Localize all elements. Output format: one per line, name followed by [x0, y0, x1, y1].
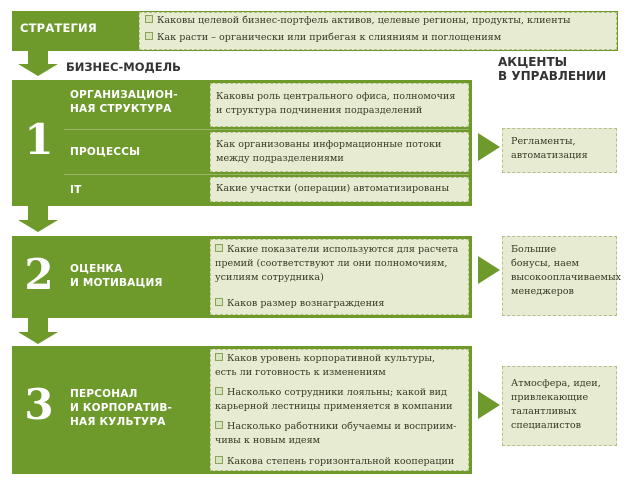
- block1-sep1: [64, 129, 469, 130]
- block1-row3-title: IT: [70, 184, 82, 196]
- arrow-right-block2: [478, 256, 500, 284]
- arrow-down-block1: [18, 220, 58, 232]
- block2-number: 2: [24, 250, 54, 299]
- arrow-right-block1: [478, 133, 500, 161]
- block3-title: ПЕРСОНАЛ И КОРПОРАТИВ- НАЯ КУЛЬТУРА: [70, 388, 173, 428]
- arrow-shaft-block1: [28, 206, 48, 220]
- block2-bullet-2: Каков размер вознаграждения: [215, 297, 384, 311]
- block2-accent: Большие бонусы, наем высокооплачиваемых менеджеров: [502, 236, 617, 316]
- arrow-down-strategy: [18, 64, 58, 76]
- strategy-bullet-1: Каковы целевой бизнес-портфель активов, целевые регионы, продукты, клиенты: [145, 14, 571, 28]
- block1-accent: Регламенты, автоматизация: [502, 128, 617, 173]
- block2-title: ОЦЕНКА И МОТИВАЦИЯ: [70, 263, 163, 289]
- block1-row2-title: ПРОЦЕССЫ: [70, 146, 141, 158]
- block3-bullet-2: Насколько сотрудники лояльны; какой вид карьерной лестницы применяется в компании: [215, 387, 453, 412]
- block3-bullet-3: Насколько работники обучаемы и восприим- чивы к новым идеям: [215, 421, 457, 446]
- business-model-label: БИЗНЕС-МОДЕЛЬ: [66, 60, 181, 74]
- block1-row3-text: Какие участки (операции) автоматизированы: [216, 183, 450, 194]
- block1-row1-title: ОРГАНИЗАЦИОН- НАЯ СТРУКТУРА: [70, 89, 178, 115]
- accents-label: АКЦЕНТЫ В УПРАВЛЕНИИ: [498, 55, 607, 83]
- block2-bullet-1: Какие показатели используются для расчета премий (соответствуют ли они полномочиям, усилиям сотрудника): [215, 244, 459, 283]
- strategy-bullet-2: Как расти – органически или прибегая к слияниям и поглощениям: [145, 31, 501, 45]
- block3-bullet-4: Какова степень горизонтальной кооперации: [215, 455, 454, 469]
- block1-sep2: [64, 174, 469, 175]
- strategy-label: СТРАТЕГИЯ: [20, 21, 97, 35]
- arrow-shaft-block2: [28, 318, 48, 332]
- block3-bullet-1: Каков уровень корпоративной культуры, есть ли готовность к изменениям: [215, 353, 436, 378]
- arrow-down-block2: [18, 332, 58, 344]
- block1-row1-text: Каковы роль центрального офиса, полномочия и структура подчинения подразделений: [216, 91, 456, 116]
- block3-number: 3: [24, 380, 54, 429]
- block1-number: 1: [24, 115, 54, 164]
- arrow-right-block3: [478, 391, 500, 419]
- block1-row2-text: Как организованы информационные потоки между подразделениями: [216, 139, 442, 164]
- arrow-shaft-strategy: [28, 51, 48, 64]
- block3-accent: Атмосфера, идеи, привлекающие талантливых специалистов: [502, 366, 617, 446]
